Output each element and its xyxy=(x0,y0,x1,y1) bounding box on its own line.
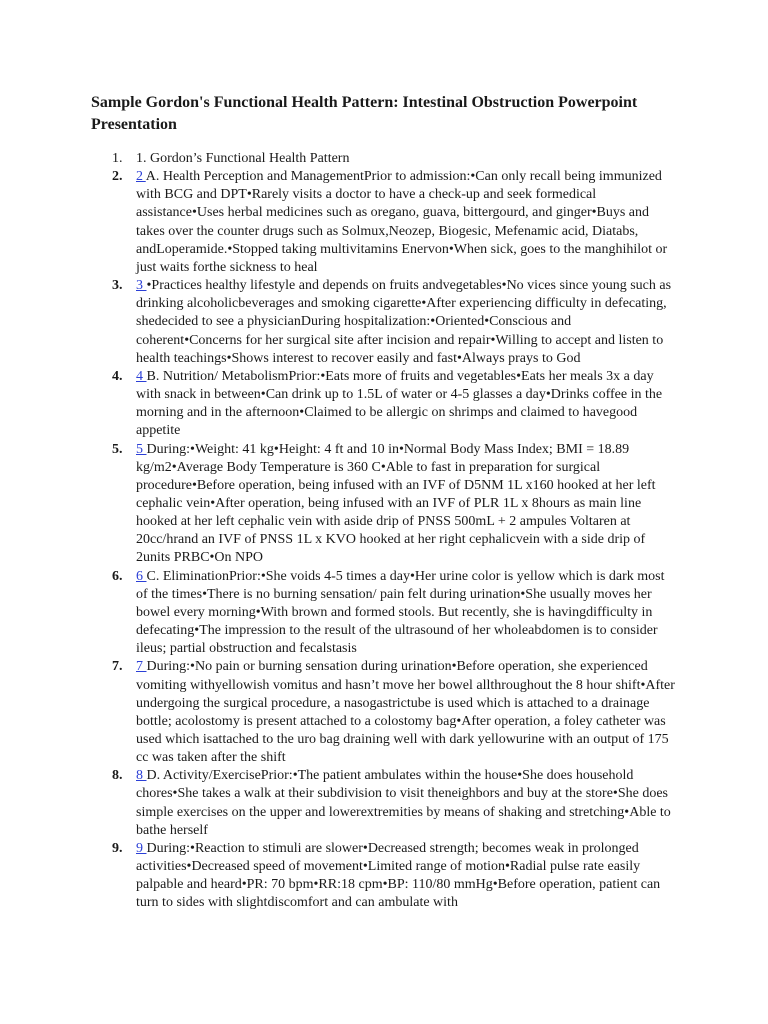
list-number: 7. xyxy=(112,659,123,675)
list-item xyxy=(0,767,677,840)
document-title: Sample Gordon's Functional Health Pattern: Intestinal Obstruction Powerpoint Presentation xyxy=(91,94,638,133)
list-number: 2. xyxy=(112,169,123,185)
slide-link[interactable]: 9 xyxy=(136,840,147,856)
list-item-text: During:•Reaction to stimuli are slower•Decreased strength; becomes weak in prolonged activities•Decreased speed of movement•Limited range of motion•Radial pulse rate easily palpable and heard•PR: 70 bpm•RR:18 cpm•BP: 110/80 mmHg•Before operation, patient can turn to sides with slightdiscomfort and can ambulate with xyxy=(136,840,661,911)
slide-link[interactable]: 8 xyxy=(136,768,147,784)
list-number: 5. xyxy=(112,441,123,457)
list-number: 1. xyxy=(112,151,123,166)
list-item xyxy=(0,840,677,913)
list-item xyxy=(0,368,677,441)
list-item xyxy=(0,277,677,368)
document-list xyxy=(0,150,768,913)
list-number: 3. xyxy=(112,278,123,294)
list-number: 6. xyxy=(112,568,123,584)
list-item-text: B. Nutrition/ MetabolismPrior:•Eats more of fruits and vegetables•Eats her meals 3x a day with snack in between•Can drink up to 1.5L of water or 4-5 glasses a day•Drinks coffee in the morning and in the afternoon•Claimed to be allergic on shrimps and claimed to havegood appetite xyxy=(136,368,663,439)
slide-link[interactable]: 7 xyxy=(136,659,147,675)
slide-link[interactable]: 6 xyxy=(136,568,147,584)
list-item xyxy=(0,441,677,568)
list-item-text: During:•No pain or burning sensation during urination•Before operation, she experienced vomiting withyellowish vomitus and hasn’t move her bowel allthroughout the 8 hour shift•After undergoing the surgical procedure, a nasogastrictube is used which is attached to a drainage bottle; acolostomy is present attached to a colostomy bag•After operation, a foley catheter was used which isattached to the uro bag draining well with dark yellowurine with an output of 175 cc was taken after the shift xyxy=(136,659,675,766)
list-number: 9. xyxy=(112,840,123,856)
list-item-text: A. Health Perception and ManagementPrior to admission:•Can only recall being immunized with BCG and DPT•Rarely visits a doctor to have a check-up and seek formedical assistance•Uses herbal medicines such as oregano, guava, bittergourd, and ginger•Buys and takes over the counter drugs such as Solmux,Neozep, Biogesic, Mefenamic acid, Diatabs, andLoperamide.•Stopped taking multivitamins Enervon•When sick, goes to the manghihilot or just waits forthe sickness to heal xyxy=(136,169,668,275)
slide-link[interactable]: 4 xyxy=(136,368,147,384)
slide-link[interactable]: 2 xyxy=(136,169,146,185)
list-item-text: •Practices healthy lifestyle and depends on fruits andvegetables•No vices since young such as drinking alcoholicbeverages and smoking cigarette•After experiencing difficulty in defecating, shedecided to see a physicianDuring hospitalization:•Oriented•Conscious and coherent•Concerns for her surgical site after incision and repair•Willing to accept and listen to health teachings•Shows interest to recover easily and fast•Always prays to God xyxy=(136,278,672,366)
list-number: 4. xyxy=(112,368,123,384)
list-item xyxy=(0,658,677,767)
list-item-text: C. EliminationPrior:•She voids 4-5 times a day•Her urine color is yellow which is dark most of the times•There is no burning sensation/ pain felt during urination•She usually moves her bowel every morning•With brown and formed stools. But recently, she is havingdifficulty in defecating•The impression to the result of the ultrasound of her wholeabdomen is to consider ileus; partial obstruction and fecalstasis xyxy=(136,568,665,657)
list-item-text: 1. Gordon’s Functional Health Pattern xyxy=(136,151,350,166)
list-item-text: D. Activity/ExercisePrior:•The patient ambulates within the house•She does household chores•She takes a walk at their subdivision to visit theneighbors and buy at the store•She does simple exercises on the upper and lowerextremities by means of shaking and stretching•Able to bathe herself xyxy=(136,768,671,838)
slide-link[interactable]: 5 xyxy=(136,441,147,457)
slide-link[interactable]: 3 xyxy=(136,278,147,294)
list-item xyxy=(0,568,677,659)
list-item-text: During:•Weight: 41 kg•Height: 4 ft and 10 in•Normal Body Mass Index; BMI = 18.89 kg/m2•Average Body Temperature is 360 C•Able to fast in preparation for surgical procedure•Before operation, being infused with an IVF of D5NM 1L x160 hooked at her left cephalic vein•After operation, being infused with an IVF of PLR 1L x 8hours as main line hooked at her left cephalic vein with aside drip of PNSS 500mL + 2 ampules Voltaren at 20cc/hrand an IVF of PNSS 1L x KVO hooked at her right cephalicvein with a side drip of 2units PRBC•On NPO xyxy=(136,441,656,566)
list-item xyxy=(0,168,677,277)
list-number: 8. xyxy=(112,768,123,784)
list-item xyxy=(0,150,677,168)
